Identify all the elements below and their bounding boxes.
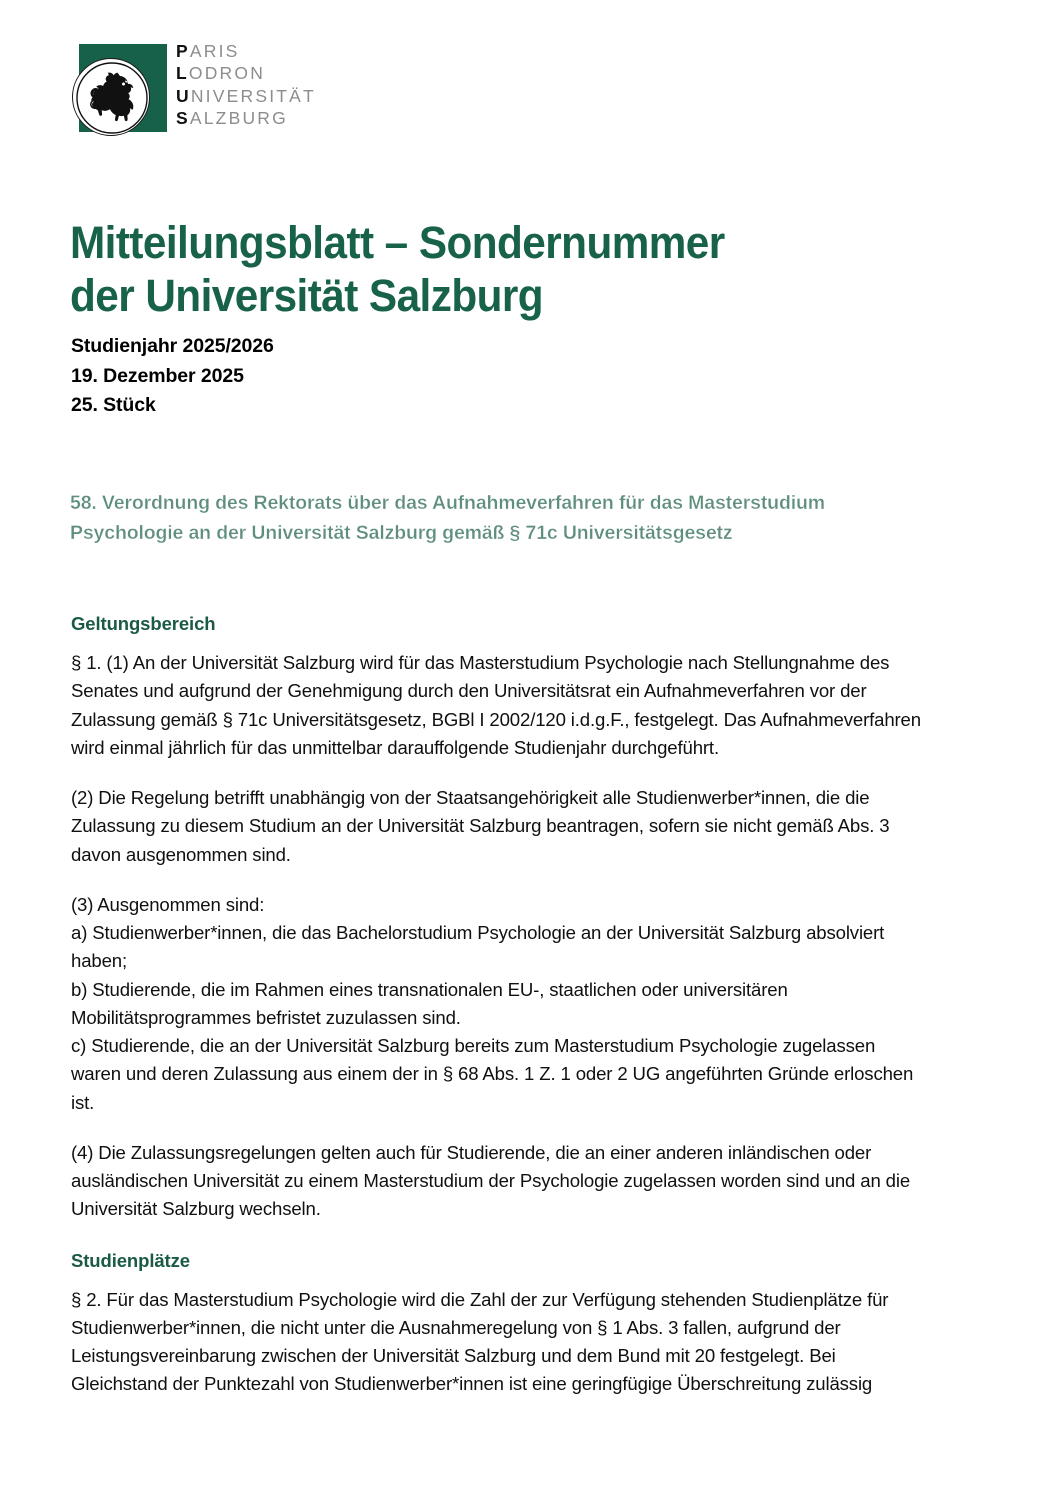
paragraph-2-1: § 2. Für das Masterstudium Psychologie wird die Zahl der zur Verfügung stehenden Studienplätze für Studienwerber*innen, die nicht unter die Ausnahmeregelung von § 1 Abs. 3 fallen, aufgrund der Leistungsvereinbarung zwischen der Universität Salzburg und dem Bund mit 20 festgelegt. Bei Gleichstand der Punktezahl von Studienwerber*innen ist eine geringfügige Überschreitung zulässig	[71, 1288, 889, 1395]
logo-wordmark	[176, 40, 316, 130]
ordinance-heading-line-2: Psychologie an der Universität Salzburg gemäß § 71c Universitätsgesetz	[70, 521, 733, 544]
ordinance-heading	[70, 489, 1000, 548]
paragraph-1-3: (3) Ausgenommen sind: a) Studienwerber*innen, die das Bachelorstudium Psychologie an der Universität Salzburg absolviert haben; b) Studierende, die im Rahmen eines transnationalen EU-, staatlichen oder universitären Mobilitätsprogrammes befristet zuzulassen sind. c) Studierende, die an der Universität Salzburg bereits zum Masterstudium Psychologie zugelassen waren und deren Zulassung aus einem der in § 68 Abs. 1 Z. 1 oder 2 UG angeführten Gründe erloschen ist.	[71, 893, 914, 1113]
logo-line-lodron: LODRON	[176, 63, 266, 84]
meta-academic-year: Studienjahr 2025/2026	[71, 335, 274, 357]
paragraph-1-1: § 1. (1) An der Universität Salzburg wird für das Masterstudium Psychologie nach Stellungnahme des Senates und aufgrund der Genehmigung durch den Universitätsrat ein Aufnahmeverfahren vor der Zulassung gemäß § 71c Universitätsgesetz, BGBl I 2002/120 i.d.g.F., festgelegt. Das Aufnahmeverfahren wird einmal jährlich für das unmittelbar darauffolgende Studienjahr durchgeführt.	[71, 652, 921, 758]
section-heading-geltungsbereich: Geltungsbereich	[71, 613, 216, 634]
lion-crest-icon	[72, 58, 150, 136]
paragraph-1-4: (4) Die Zulassungsregelungen gelten auch für Studierende, die an einer anderen inländischen oder ausländischen Universität zu einem Masterstudium der Psychologie zugelassen worden sind und an die Universität Salzburg wechseln.	[71, 1141, 911, 1220]
meta-issue-number: 25. Stück	[71, 394, 156, 417]
page-title	[70, 216, 916, 322]
logo-line-universitaet: UNIVERSITÄT	[176, 85, 316, 106]
document-body	[71, 612, 923, 1399]
ordinance-heading-line-1: 58. Verordnung des Rektorats über das Aufnahmeverfahren für das Masterstudium	[70, 492, 825, 514]
meta-date: 19. Dezember 2025	[71, 364, 244, 387]
logo-line-paris: PARIS	[176, 41, 240, 61]
university-logo	[72, 38, 432, 150]
page-title-line-2: der Universität Salzburg	[70, 270, 544, 322]
section-heading-studienplaetze: Studienplätze	[71, 1249, 190, 1271]
logo-line-salzburg: SALZBURG	[176, 108, 288, 129]
page-title-line-1: Mitteilungsblatt – Sondernummer	[70, 217, 725, 269]
plus-logo-mark	[72, 38, 168, 134]
paragraph-1-2: (2) Die Regelung betrifft unabhängig von der Staatsangehörigkeit alle Studienwerber*innen, die die Zulassung zu diesem Studium an der Universität Salzburg beantragen, sofern sie nicht gemäß Abs. 3 davon ausgenommen sind.	[71, 787, 890, 865]
issue-meta	[71, 332, 274, 421]
